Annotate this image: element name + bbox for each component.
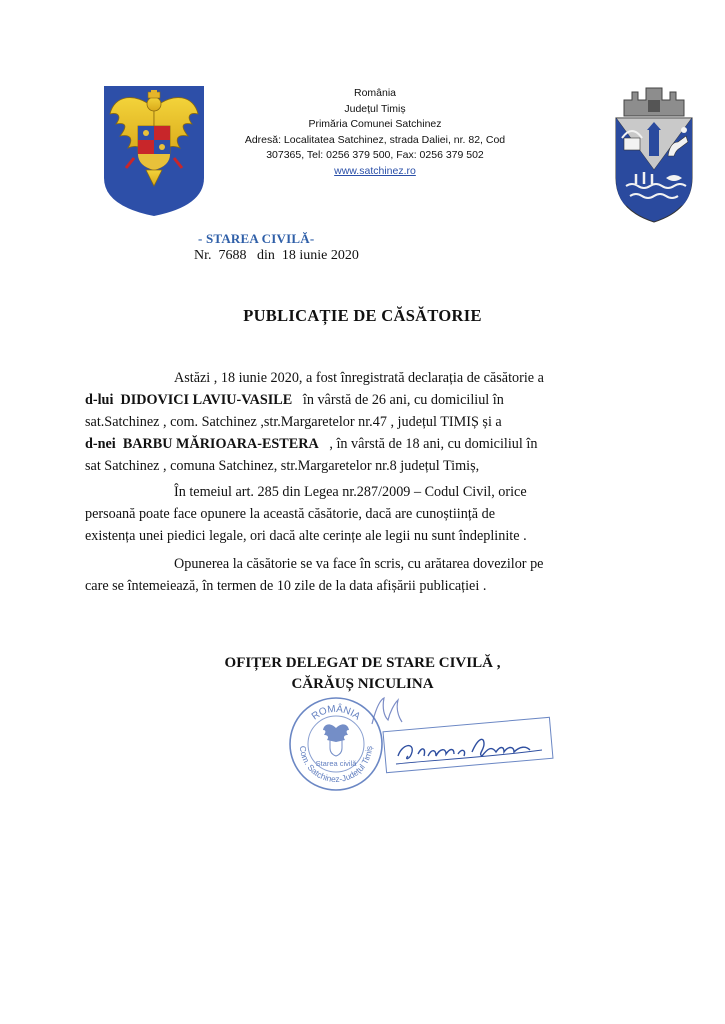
institution-name: Primăria Comunei Satchinez — [308, 118, 442, 130]
county-name: Județul Timiș — [344, 102, 406, 115]
address-line-1: Adresă: Localitatea Satchinez, strada Daliei, nr. 82, Cod — [244, 133, 506, 146]
registration-number — [194, 248, 359, 264]
country-name: România — [353, 87, 397, 99]
paragraph-2-line-2: persoană poate face opunere la această căsătorie, dacă are cunoștiință de — [85, 506, 496, 522]
groom-prefix: d-lui — [85, 392, 114, 408]
paragraph-2-line-1: În temeiul art. 285 din Legea nr.287/2009 – Codul Civil, orice — [174, 484, 527, 500]
officer-name: CĂRĂUȘ NICULINA — [291, 676, 434, 692]
paragraph-1-line-1: Astăzi , 18 iunie 2020, a fost înregistrată declarația de căsătorie a — [174, 370, 544, 386]
bride-details: , în vârstă de 18 ani, cu domiciliul în — [329, 436, 538, 452]
address-line-2: 307365, Tel: 0256 379 500, Fax: 0256 379 502 — [266, 149, 484, 161]
din-label: din — [257, 248, 275, 263]
nr-label: Nr. — [194, 248, 212, 263]
institution-header — [230, 86, 520, 179]
groom-address: sat.Satchinez , com. Satchinez ,str.Margaretelor nr.47 , județul TIMIȘ și a — [85, 414, 502, 430]
groom-line — [85, 392, 504, 409]
stamp-eagle-icon — [323, 724, 349, 756]
bride-prefix: d-nei — [85, 436, 116, 452]
stamp-top-text: ROMÂNIA — [309, 703, 363, 723]
groom-details: în vârstă de 26 ani, cu domiciliul în — [302, 392, 504, 408]
document-title: PUBLICAȚIE DE CĂSĂTORIE — [243, 306, 482, 325]
bride-address: sat Satchinez , comuna Satchinez, str.Margaretelor nr.8 județul Timiș, — [85, 458, 480, 474]
groom-name: DIDOVICI LAVIU-VASILE — [120, 392, 293, 408]
registration-date: 18 iunie 2020 — [281, 248, 359, 263]
website-link[interactable]: www.satchinez.ro — [334, 164, 416, 177]
bride-name: BARBU MĂRIOARA-ESTERA — [122, 436, 319, 452]
paragraph-2-line-3: existența unei piedici legale, ori dacă alte cerințe ale legii nu sunt îndeplinite . — [85, 528, 527, 544]
nr-value: 7688 — [218, 248, 247, 263]
paragraph-3-line-2: care se întemeiează, în termen de 10 zile de la data afișării publicației . — [85, 578, 487, 594]
stamp-bottom-text: Com. Satchinez-Județul Timiș — [297, 745, 375, 785]
satchinez-coat-of-arms-icon — [612, 86, 696, 226]
paragraph-3-line-1: Opunerea la căsătorie se va face în scris, cu arătarea dovezilor pe — [174, 556, 544, 572]
handwritten-initials — [368, 694, 408, 728]
bride-line — [85, 436, 537, 453]
officer-role: OFIȚER DELEGAT DE STARE CIVILĂ , — [224, 655, 501, 671]
romania-coat-of-arms-icon — [104, 86, 204, 216]
handwritten-signature — [392, 726, 552, 772]
stamp-inner-text: Starea civilă — [315, 759, 357, 768]
department-label: - STAREA CIVILĂ- — [198, 231, 315, 246]
